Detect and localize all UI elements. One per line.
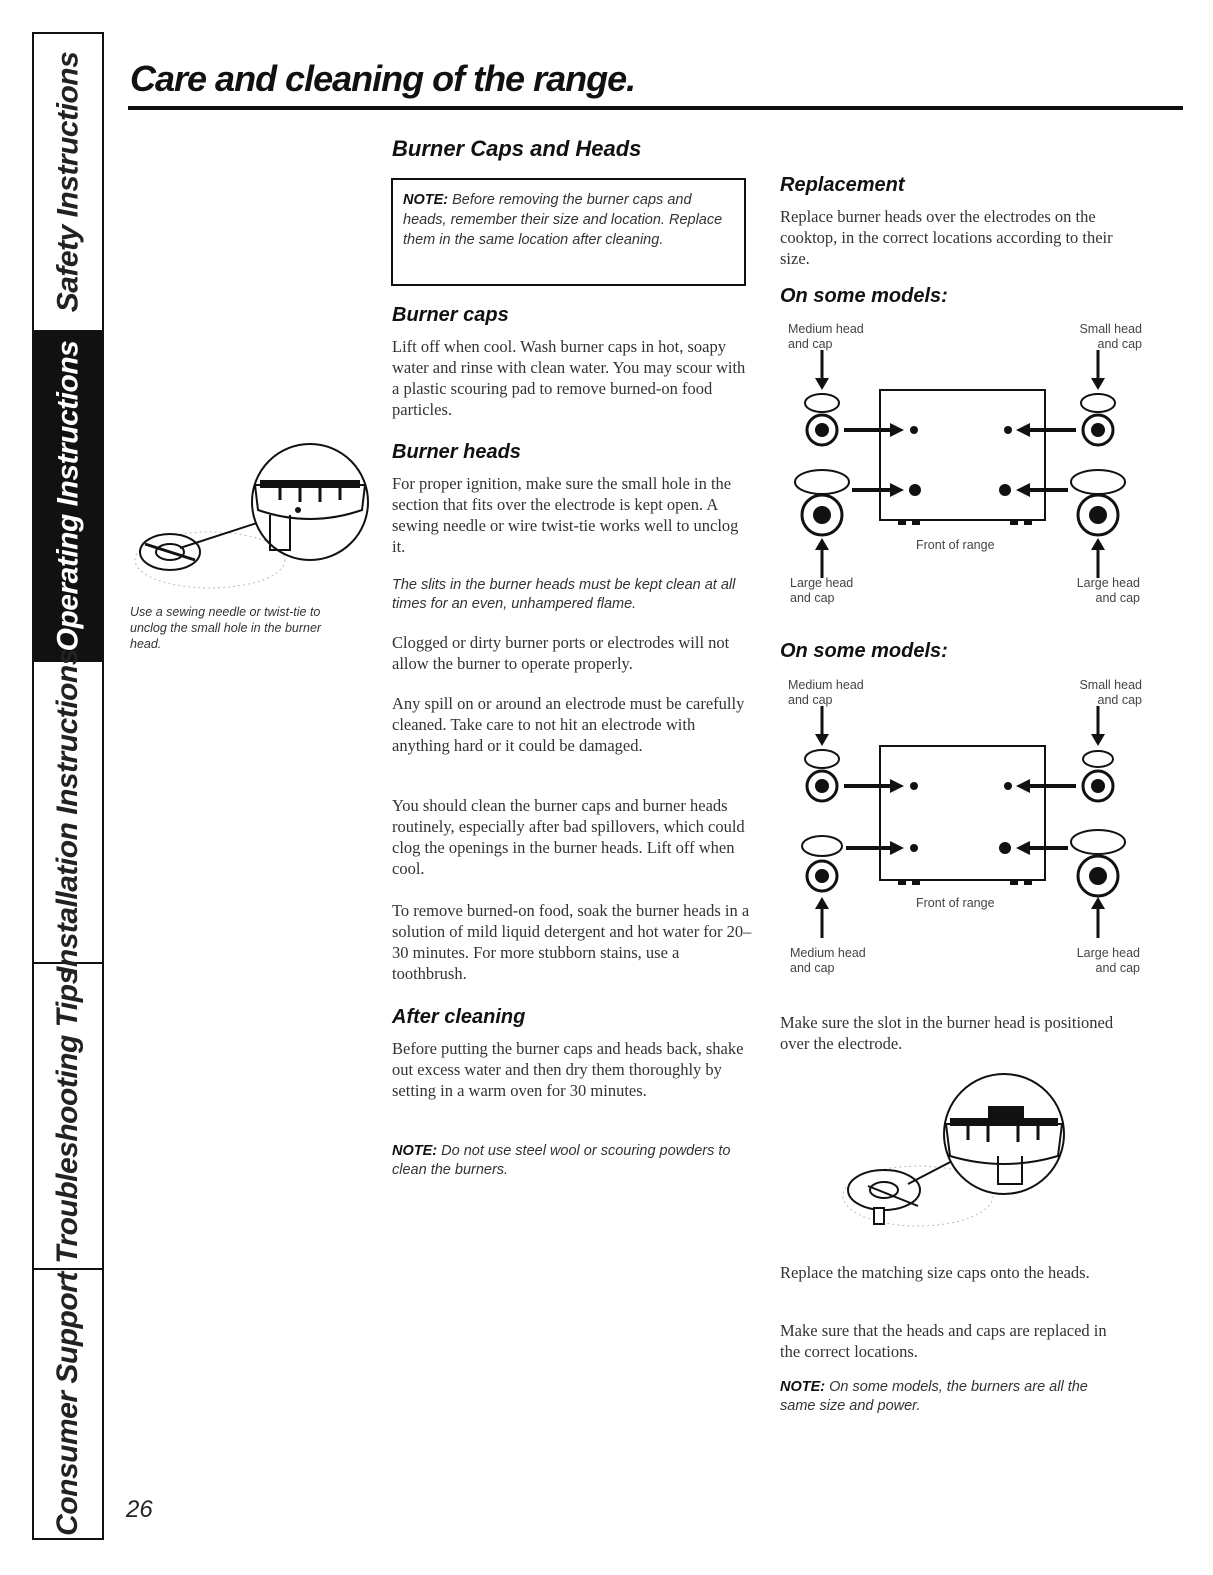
note-text: On some models, the burners are all the same size and power. xyxy=(780,1379,1088,1414)
diagram2-top-right-label: Small head and cap xyxy=(1079,678,1142,707)
diagram2-front-label: Front of range xyxy=(916,896,995,910)
note-label: NOTE: xyxy=(780,1379,826,1395)
tab-troubleshooting-tips[interactable] xyxy=(34,964,102,1270)
burner-heads-italic: The slits in the burner heads must be kept clean at all times for an even, unhampered flame. xyxy=(392,577,736,612)
tab-label: Safety Instructions xyxy=(51,51,84,313)
left-figure-caption: Use a sewing needle or twist-tie to unclog the small hole in the burner head. xyxy=(130,605,322,651)
correct-locations-text: Make sure that the heads and caps are replaced in the correct locations. xyxy=(780,1321,1107,1361)
note-label: NOTE: xyxy=(403,192,449,208)
tab-safety-instructions[interactable] xyxy=(34,34,102,332)
tab-installation-instructions[interactable] xyxy=(34,649,102,975)
diagram1-top-right-label: Small head and cap xyxy=(1079,322,1142,351)
burner-heads-p1: For proper ignition, make sure the small hole in the section that fits over the electrode is kept open. A sewing needle or wire twist-tie works well to unclog it. xyxy=(392,474,739,556)
models-heading-2: On some models: xyxy=(780,640,948,662)
tab-consumer-support[interactable] xyxy=(34,1270,102,1538)
diagram2-bottom-right-label: Large head and cap xyxy=(1076,946,1140,975)
section-heading: Burner Caps and Heads xyxy=(392,136,642,161)
replacement-note xyxy=(780,1378,1120,1416)
tab-label: Troubleshooting Tips xyxy=(51,968,84,1264)
replacement-text: Replace burner heads over the electrodes on the cooktop, in the correct locations according to their size. xyxy=(780,207,1113,268)
burner-heads-p3: Any spill on or around an electrode must be carefully cleaned. Take care to not hit an electrode with anything hard or it could be damaged. xyxy=(392,694,745,755)
slot-text: Make sure the slot in the burner head is positioned over the electrode. xyxy=(780,1013,1114,1053)
after-cleaning-heading: After cleaning xyxy=(392,1006,526,1028)
note-label: NOTE: xyxy=(392,1143,438,1159)
note-text: Do not use steel wool or scouring powders to clean the burners. xyxy=(392,1143,731,1178)
matching-text: Replace the matching size caps onto the heads. xyxy=(780,1263,1090,1282)
after-cleaning-text: Before putting the burner caps and heads back, shake out excess water and then dry them thoroughly by setting in a warm oven for 30 minutes. xyxy=(392,1039,744,1100)
note-box xyxy=(391,178,746,286)
burner-heads-p4: You should clean the burner caps and burner heads routinely, especially after bad spillovers, which could clog the openings in the burner heads. Lift off when cool. xyxy=(392,796,745,878)
diagram1-front-label: Front of range xyxy=(916,538,995,552)
diagram2-bottom-left-label: Medium head and cap xyxy=(790,946,866,975)
note-text: Before removing the burner caps and heads, remember their size and location. Replace them in the same location after cleaning. xyxy=(403,192,723,248)
burner-caps-heading: Burner caps xyxy=(392,304,509,326)
burner-heads-p5: To remove burned-on food, soak the burner heads in a solution of mild liquid detergent and hot water for 20–30 minutes. For more stubborn stains, use a toothbrush. xyxy=(392,901,752,983)
burner-heads-heading: Burner heads xyxy=(392,441,521,463)
tab-label: Operating Instructions xyxy=(51,340,85,652)
burner-caps-text: Lift off when cool. Wash burner caps in hot, soapy water and rinse with clean water. You may scour with a plastic scouring pad to remove burned-on food particles. xyxy=(392,337,746,419)
after-cleaning-note xyxy=(392,1142,742,1180)
title-rule xyxy=(128,106,1183,110)
diagram1-bottom-left-label: Large head and cap xyxy=(790,576,854,605)
sidebar-nav xyxy=(32,32,104,1540)
diagram2-top-left-label: Medium head and cap xyxy=(788,678,864,707)
tab-operating-instructions[interactable] xyxy=(34,332,102,662)
models-heading-1: On some models: xyxy=(780,285,948,307)
page-title: Care and cleaning of the range. xyxy=(130,58,636,99)
diagram1-bottom-right-label: Large head and cap xyxy=(1076,576,1140,605)
tab-label: Consumer Support xyxy=(51,1272,85,1536)
burner-heads-p2: Clogged or dirty burner ports or electrodes will not allow the burner to operate properly. xyxy=(392,633,730,673)
burner-slot-illustration xyxy=(838,1066,1078,1246)
page-number: 26 xyxy=(126,1496,153,1523)
diagram1-top-left-label: Medium head and cap xyxy=(788,322,864,351)
burner-needle-illustration xyxy=(130,440,370,600)
tab-label: Installation Instructions xyxy=(51,649,84,975)
replacement-heading: Replacement xyxy=(780,174,905,196)
